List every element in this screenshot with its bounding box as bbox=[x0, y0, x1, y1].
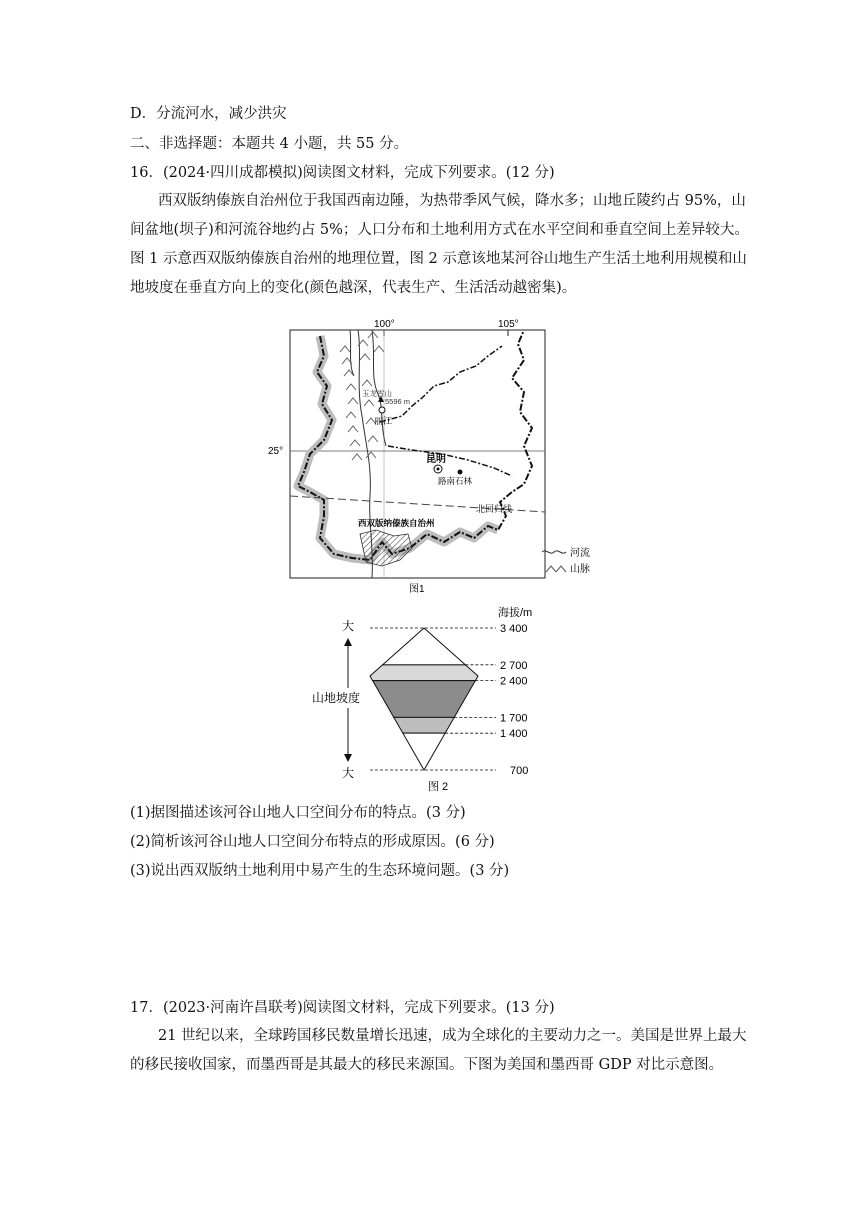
figure-2-caption: 图 2 bbox=[428, 781, 449, 793]
legend-river-label: 河流 bbox=[570, 548, 590, 559]
river-3 bbox=[350, 330, 354, 376]
figure-1-caption: 图1 bbox=[409, 584, 425, 595]
peak-height-label: 5596 m bbox=[385, 397, 411, 406]
top-large-label: 大 bbox=[342, 619, 355, 633]
lon-100-label: 100° bbox=[374, 319, 395, 330]
option-d: D．分流河水，减少洪灾 bbox=[130, 106, 287, 122]
question-16-sub1: (1)据图描述该河谷山地人口空间分布的特点。(3 分) bbox=[130, 805, 466, 821]
bottom-large-label: 大 bbox=[342, 766, 355, 780]
question-16-sub2: (2)简析该河谷山地人口空间分布特点的形成原因。(6 分) bbox=[130, 834, 495, 850]
altitude-tick-label: 700 bbox=[510, 765, 529, 777]
altitude-unit-label: 海拔/m bbox=[498, 607, 533, 619]
question-16-header: 16．(2024·四川成都模拟)阅读图文材料，完成下列要求。(12 分) bbox=[130, 165, 555, 181]
xishuangbanna-region bbox=[360, 530, 412, 566]
altitude-tick-label: 2 700 bbox=[500, 659, 528, 672]
lijiang-label: 丽江 bbox=[374, 416, 393, 426]
land-use-band-2 bbox=[370, 665, 478, 681]
question-17-paragraph: 21 世纪以来，全球跨国移民数量增长迅速，成为全球化的主要动力之一。美国是世界上最大的移民接收国家，而墨西哥是其最大的移民来源国。下图为美国和墨西哥 GDP 对比示意图。 bbox=[130, 1028, 747, 1073]
altitude-tick-label: 3 400 bbox=[500, 623, 528, 635]
legend-mountain-label: 山脉 bbox=[570, 564, 590, 575]
slope-arrow-down bbox=[344, 754, 352, 762]
land-use-bands bbox=[370, 628, 478, 770]
question-16-paragraph: 西双版纳傣族自治州位于我国西南边陲，为热带季风气候，降水多；山地丘陵约占 95%，山间盆地(坝子)和河流谷地约占 5%；人口分布和土地利用方式在水平空间和垂直空间上差异较大。图 1 示意西双版纳傣族自治州的地理位置，图 2 示意该地某河谷山地生产生活土地利用规模和山地坡度在垂直方向上的变化(颜色越深，代表生产、生活活动越密集)。 bbox=[130, 193, 749, 296]
kunming-label: 昆明 bbox=[426, 454, 446, 465]
land-use-band-3 bbox=[373, 681, 476, 718]
section-heading: 二、非选择题：本题共 4 小题，共 55 分。 bbox=[130, 136, 409, 152]
lijiang-marker bbox=[379, 407, 385, 413]
land-use-band-1 bbox=[383, 628, 466, 665]
figure-2-diagram bbox=[300, 602, 570, 794]
question-16-sub3: (3)说出西双版纳土地利用中易产生的生态环境问题。(3 分) bbox=[130, 863, 510, 879]
figure-1-map bbox=[262, 316, 622, 596]
altitude-tick-label: 1 400 bbox=[500, 728, 528, 741]
legend-river-icon bbox=[542, 551, 566, 553]
tropic-label: 北回归线 bbox=[476, 504, 513, 514]
inner-boundary bbox=[380, 346, 502, 422]
question-17-header: 17．(2023·河南许昌联考)阅读图文材料，完成下列要求。(13 分) bbox=[130, 1000, 555, 1016]
legend-mountain-icon bbox=[546, 566, 566, 572]
altitude-tick-label: 1 700 bbox=[500, 712, 528, 725]
lon-105-label: 105° bbox=[498, 319, 519, 330]
land-use-band-5 bbox=[403, 733, 445, 770]
altitude-tick-label: 2 400 bbox=[500, 675, 528, 688]
stone-forest-label: 路南石林 bbox=[438, 476, 473, 486]
slope-arrow-up bbox=[344, 638, 352, 646]
lat-25-label: 25° bbox=[268, 446, 284, 457]
peak-name-label: 玉龙雪山 bbox=[362, 389, 392, 398]
inner-boundary-south bbox=[388, 446, 512, 476]
land-use-band-4 bbox=[394, 717, 454, 733]
stone-forest-marker bbox=[458, 470, 463, 475]
region-label: 西双版纳傣族自治州 bbox=[358, 518, 435, 528]
slope-axis-label: 山地坡度 bbox=[312, 691, 361, 705]
